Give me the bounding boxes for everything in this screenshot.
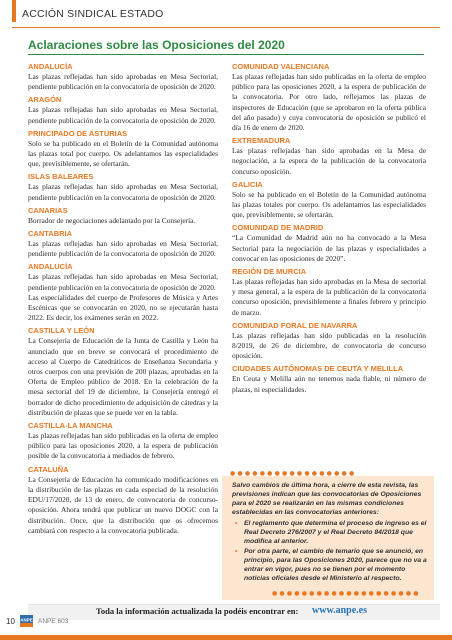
region-item (232, 267, 426, 318)
region-item (28, 465, 218, 536)
region-item (28, 326, 218, 418)
region-text: La Consejería de Educación ha comunicado modificaciones en la distribución de las plazas en cada especiad de la resolución EDU/17/2020, de 13 de enero, de convocatoria de concurso-oposición. Ahora tendrá que publicar un nuevo DOGC con la distribución. Once, que la distribución que os ofrecemos cambiará con respecto a la convocatoria publicada. (28, 474, 218, 535)
note-bullet-text: El reglamento que determina el proceso de ingreso es el Real Decreto 276/2007 y el Real Decreto 84/2018 que modifica al anterior. (244, 520, 427, 545)
right-column (232, 60, 426, 398)
region-text: Borrador de negociaciones adelantado por la Consejería. (28, 215, 196, 225)
region-item (232, 364, 426, 394)
note-bullet (232, 547, 428, 583)
footer-text: Toda la información actualizada la podéis encontrar en: (96, 606, 299, 616)
region-heading: ANDALUCÍA (28, 62, 73, 71)
region-item (232, 136, 426, 177)
region-text: La Consejería de Educación de la Junta de Castilla y León ha anunciado que en breve se convocará el procedimiento de acceso al Cuerpo de Catedráticos de Enseñanza Secundaria y otros cuerpos con una previsión de 200 plazas, aprobadas en la Oferta de Empleo público de 2018. En la celebración de la mesa sectorial del 19 de diciembre, la Consejería entregó el borrador de dicho procedimiento de adquisición de cátedras y la distribución de plazas que se puede ver en la tabla. (28, 336, 218, 417)
region-item (28, 421, 218, 462)
region-item (28, 129, 218, 170)
region-text: Las plazas reflejadas han sido aprobadas en la Mesa de sectorial y mesa general, a la espera de la publicación de la convocatoria concurso oposición, previsiblemente a finales febrero y principio de marzo. (232, 277, 426, 317)
anpe-logo-icon (20, 615, 33, 627)
region-heading: CASTILLA-LA MANCHA (28, 421, 113, 431)
region-item (28, 172, 218, 202)
left-column (28, 60, 218, 539)
section-label: ACCIÓN SINDICAL ESTADO (22, 8, 164, 20)
bottom-accent-bar (0, 635, 452, 640)
header-accent-bar (12, 0, 16, 22)
bullet-icon: • (235, 520, 238, 527)
region-text: Las plazas reflejadas han sido publicadas en la resolución 8/2019, de 26 de diciembre, de convocatoria de concurso oposición. (232, 330, 426, 361)
note-bullet-text: Por otra parte, el cambio de temario que se anunció, en principio, para las Oposiciones 2020, parece que no va a entrar en vigor, pues no se tienen por el momento noticias oficiales desde el Ministerio al respecto. (244, 548, 427, 582)
note-intro: Salvo cambios de última hora, a cierre de esta revista, las previsiones indican que las convocatorias de Oposiciones para el 2020 se realizarán en las mismas condiciones establecidas en las convocatorias anteriores: (232, 482, 422, 516)
region-text: En Ceuta y Melilla aún no tenemos nada fiable, ni número de plazas, ni especialidades. (232, 374, 426, 394)
region-heading: ANDALUCÍA (28, 262, 73, 272)
region-text: “La Comunidad de Madrid aún no ha convocado a la Mesa Sectorial para la negociación de las plazas y especialidades a convocar en las oposiciones de 2020”. (232, 233, 426, 263)
region-heading: ARAGÓN (28, 95, 62, 105)
region-text: Las plazas reflejadas han sido aprobadas en Mesa Sectorial, pendiente publicación en la convocatoria de oposición de 2020. (28, 72, 218, 92)
decorative-dots-top: ●●●●●●●●●●●●●●●●● (230, 470, 357, 477)
region-heading: COMUNIDAD DE MADRID (232, 223, 324, 233)
region-text: Las plazas reflejadas han sido aprobadas en la Mesa de negociación, a la espera de la publicación de la convocatoria concurso oposición. (232, 146, 426, 176)
region-heading: CANTABRIA (28, 229, 73, 239)
page-number: 10 (6, 617, 15, 626)
region-item (232, 62, 426, 133)
decorative-dots-bottom: ●●●●●●●●●●●●●●●●●●●● (272, 590, 421, 597)
magazine-issue: ANPE 603 (38, 618, 69, 625)
article-title: Aclaraciones sobre las Oposiciones del 2020 (28, 38, 285, 52)
region-heading: CASTILLA Y LEÓN (28, 326, 95, 336)
region-heading: ISLAS BALEARES (28, 172, 94, 182)
region-text: Las plazas reflejadas han sido publicadas en la oferta de empleo público para las oposiciones 2020, a la espera de publicación posible de la convocatoria a mediados de febrero. (28, 431, 218, 461)
region-item (232, 223, 426, 264)
region-text: Solo se ha publicado en el Boletín de la Comunidad autónoma las plazas totales por cuerpo. Os adelantamos las especialidades que, previsiblemente, se ofertarán. (232, 189, 426, 220)
region-heading: CATALUÑA (28, 464, 69, 474)
region-text: Las plazas reflejadas han sido aprobadas en Mesa Sectorial, pendiente publicación de la convocatoria de oposición de 2020. (28, 105, 218, 125)
region-item (232, 321, 426, 362)
region-text: Las plazas reflejadas han sido aprobadas en Mesa Sectorial, pendiente publicación en la convocatoria de oposición de 2020. (28, 182, 218, 202)
region-text: Solo se ha publicado en el Boletín de la Comunidad autónoma las plazas total por cuerpo. Os adelantamos las especialidades que, previsiblemente, se ofertarán. (28, 138, 218, 169)
note-bullet (232, 519, 428, 546)
region-heading: REGIÓN DE MURCIA (232, 267, 307, 277)
title-divider (28, 54, 424, 55)
region-text: Las plazas reflejadas han sido aprobadas en Mesa Sectorial, pendiente publicación en la convocatoria de oposición de 2020. (28, 272, 218, 292)
logo-text: ANPE (20, 617, 33, 623)
header-divider (12, 27, 440, 28)
region-heading: GALICIA (232, 179, 263, 189)
region-item (28, 95, 218, 125)
bullet-icon: • (235, 548, 238, 555)
region-text: Las plazas reflejadas han sido aprobadas en Mesa Sectorial, pendiente publicación de la convocatoria de oposición de 2020. (28, 239, 218, 259)
region-item (28, 62, 218, 92)
region-heading: COMUNIDAD VALENCIANA (232, 62, 330, 71)
region-item (28, 229, 218, 259)
note-bullets (232, 519, 428, 583)
region-item (232, 180, 426, 221)
region-heading: PRINCIPADO DE ASTURIAS (28, 128, 128, 138)
region-item (28, 206, 218, 226)
note-content (232, 481, 428, 583)
region-heading: COMUNIDAD FORAL DE NAVARRA (232, 320, 358, 330)
region-text-extra: Las especialidades del cuerpo de Profesores de Música y Artes Escénicas que se convocarán en 2020, no se ejecutarán hasta 2022. Es decir, los exámenes serán en 2022. (28, 292, 218, 323)
region-heading: CIUDADES AUTÓNOMAS DE CEUTA Y MELILLA (232, 364, 404, 374)
website-link[interactable]: www.anpe.es (312, 605, 368, 616)
region-text: Las plazas reflejadas han sido publicadas en la oferta de empleo público para las oposiciones 2020, a la espera de publicación de la convocatoria. Por otro lado, reflejamos las plazas de inspectores de Educación (que se aprobaron en la oferta pública del año pasado) y cuya convocatoria de oposición se publicó el día 16 de enero de 2020. (232, 72, 426, 133)
region-item (28, 262, 218, 323)
region-heading: CANARIAS (28, 205, 68, 215)
region-heading: EXTREMADURA (232, 136, 291, 146)
